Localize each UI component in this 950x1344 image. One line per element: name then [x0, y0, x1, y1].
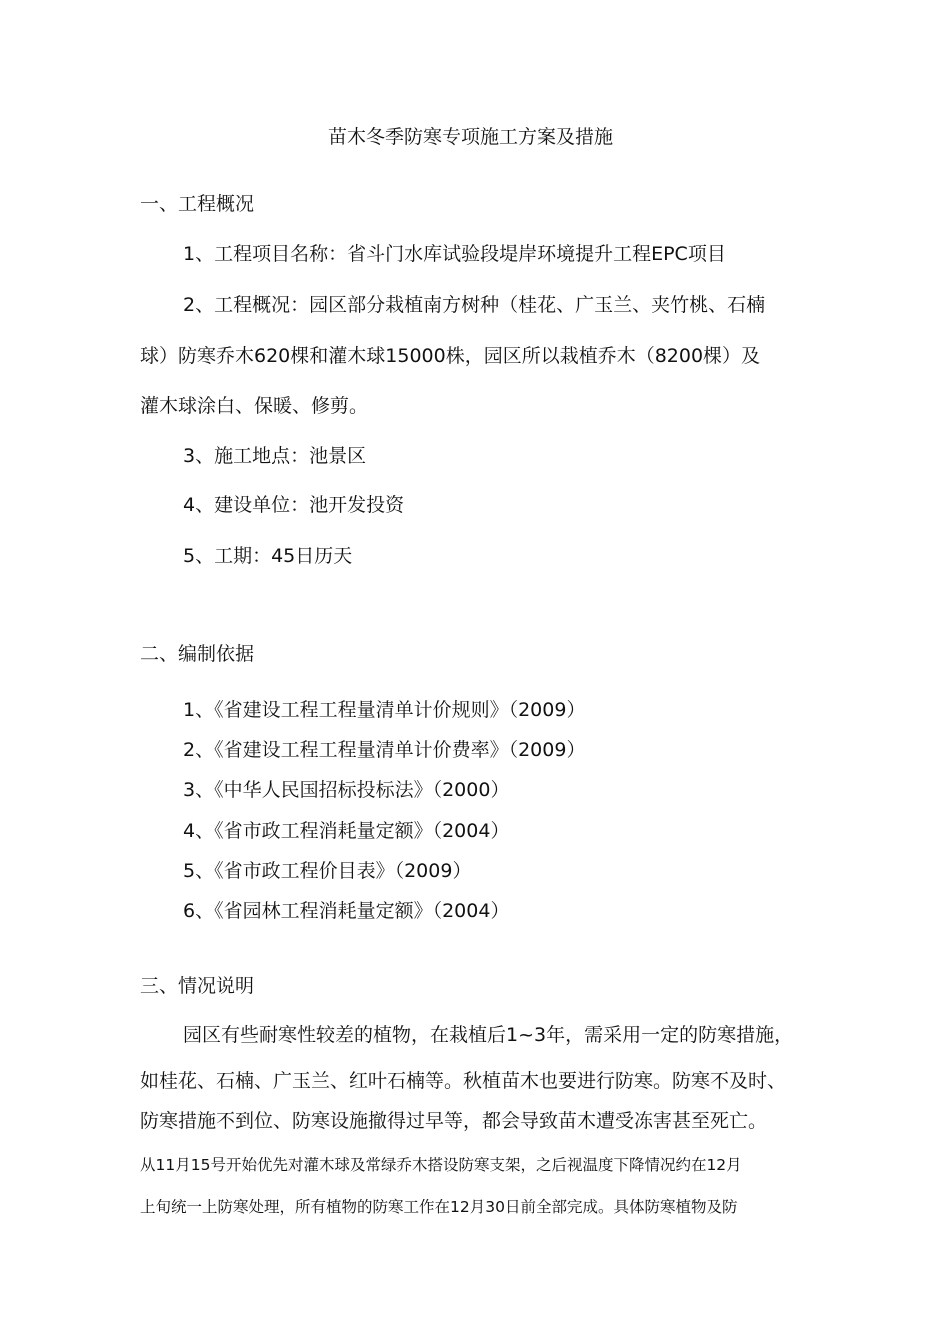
- section-heading-basis: 二、编制依据: [140, 643, 255, 665]
- overview-item-summary-line3: 灌木球涂白、保暖、修剪。: [140, 395, 369, 417]
- overview-item-owner: 4、建设单位：池开发投资: [183, 494, 405, 516]
- situation-paragraph-line3: 防寒措施不到位、防寒设施撤得过早等，都会导致苗木遭受冻害甚至死亡。: [140, 1110, 768, 1132]
- overview-item-duration: 5、工期：45日历天: [183, 545, 353, 567]
- document-title: 苗木冬季防寒专项施工方案及措施: [328, 126, 614, 148]
- section-heading-situation: 三、情况说明: [140, 975, 255, 997]
- basis-ref-1: 1、《省建设工程工程量清单计价规则》（2009）: [183, 699, 586, 721]
- situation-paragraph-line5: 上旬统一上防寒处理，所有植物的防寒工作在12月30日前全部完成。具体防寒植物及防: [140, 1198, 738, 1216]
- overview-item-summary-line1: 2、工程概况：园区部分栽植南方树种（桂花、广玉兰、夹竹桃、石楠: [183, 294, 766, 316]
- basis-ref-3: 3、《中华人民国招标投标法》（2000）: [183, 779, 510, 801]
- overview-item-location: 3、施工地点：池景区: [183, 445, 367, 467]
- basis-ref-2: 2、《省建设工程工程量清单计价费率》（2009）: [183, 739, 586, 761]
- basis-ref-5: 5、《省市政工程价目表》（2009）: [183, 860, 472, 882]
- overview-item-summary-line2: 球）防寒乔木620棵和灌木球15000株，园区所以栽植乔木（8200棵）及: [140, 345, 761, 367]
- situation-paragraph-line1: 园区有些耐寒性较差的植物，在栽植后1~3年，需采用一定的防寒措施，: [183, 1024, 794, 1046]
- section-heading-overview: 一、工程概况: [140, 193, 255, 215]
- basis-ref-6: 6、《省园林工程消耗量定额》（2004）: [183, 900, 510, 922]
- situation-paragraph-line2: 如桂花、石楠、广玉兰、红叶石楠等。秋植苗木也要进行防寒。防寒不及时、: [140, 1070, 787, 1092]
- overview-item-project-name: 1、工程项目名称：省斗门水库试验段堤岸环境提升工程EPC项目: [183, 243, 726, 265]
- situation-paragraph-line4: 从11月15号开始优先对灌木球及常绿乔木搭设防寒支架，之后视温度下降情况约在12月: [140, 1156, 742, 1174]
- basis-ref-4: 4、《省市政工程消耗量定额》（2004）: [183, 820, 510, 842]
